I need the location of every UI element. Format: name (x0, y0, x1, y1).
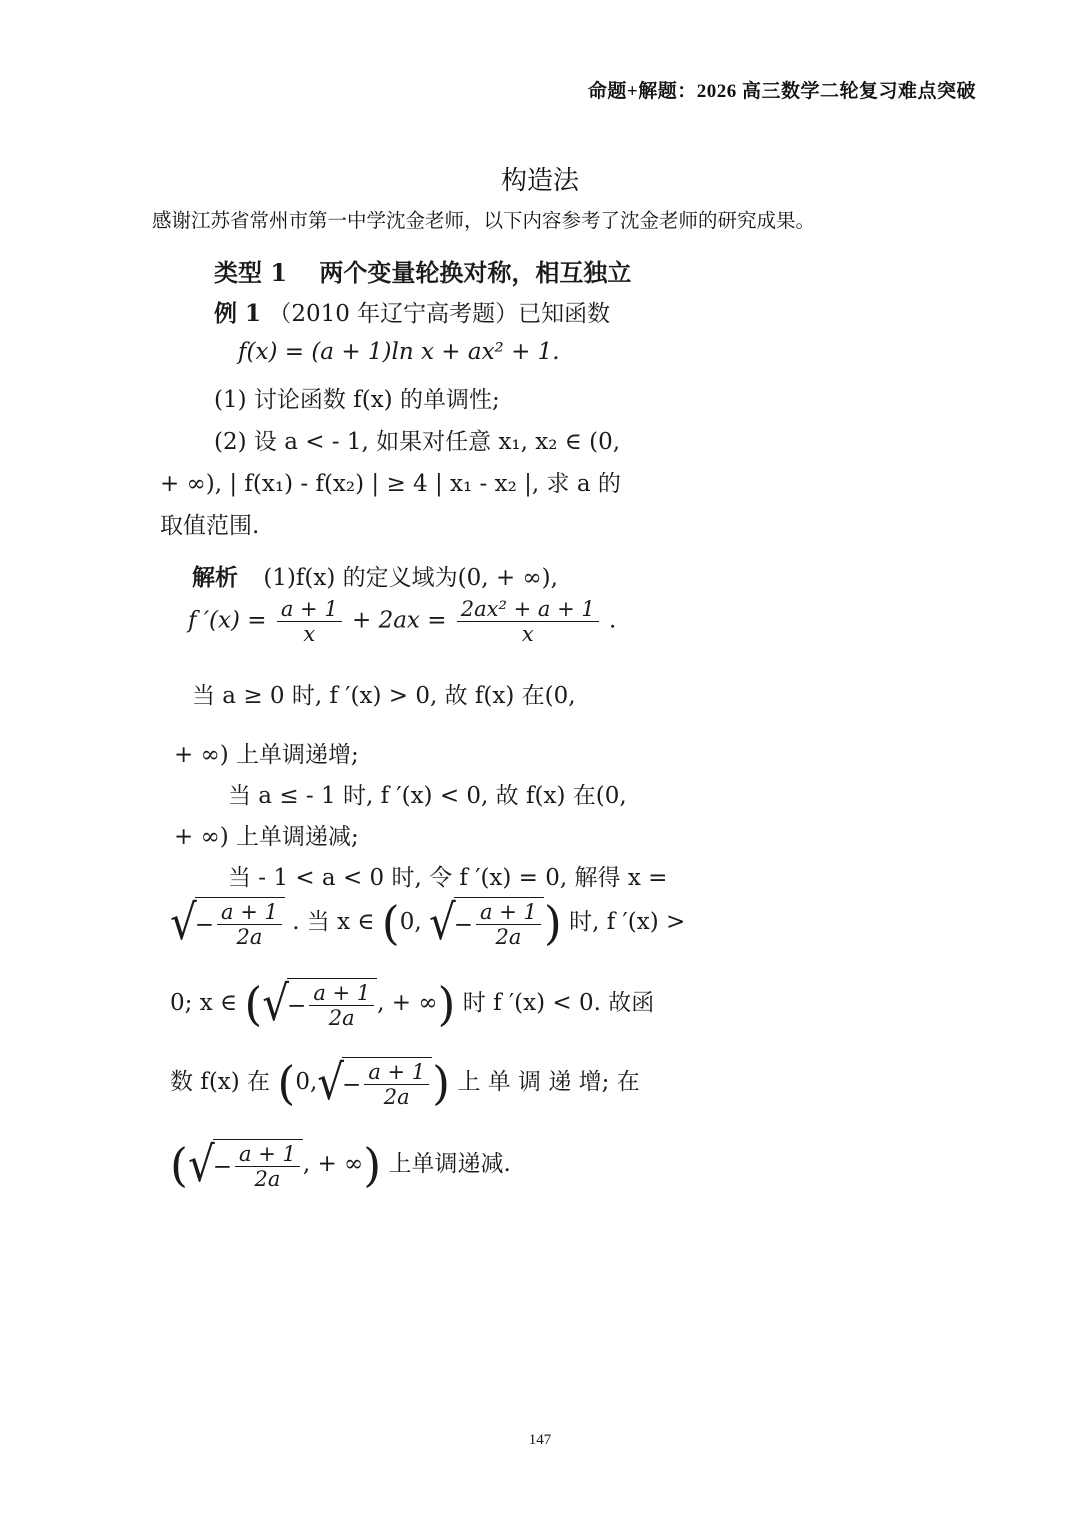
fraction-numerator: a + 1 (277, 597, 342, 622)
example-source: （2010 年辽宁高考题）已知函数 (268, 301, 611, 327)
left-paren-icon: ( (277, 1056, 296, 1111)
example-label: 例 1 (214, 300, 262, 327)
derivative-middle: + 2ax = (352, 607, 447, 634)
domain-statement: (1)f(x) 的定义域为(0, + ∞), (263, 565, 558, 591)
root-fraction (364, 1060, 429, 1109)
root-expression (428, 894, 544, 951)
case-3-text: . 当 x ∈ (292, 909, 375, 936)
fraction-numerator: a + 1 (235, 1142, 300, 1167)
question-1: (1) 讨论函数 f(x) 的单调性; (214, 387, 500, 413)
radical-sign-icon: √ (187, 1136, 215, 1193)
derivative-fraction-2 (457, 597, 599, 646)
fraction-denominator: x (521, 622, 534, 647)
case-3-line-4 (170, 1054, 640, 1111)
case-2-line-2: + ∞) 上单调递减; (174, 824, 359, 850)
radical-sign-icon: √ (262, 975, 290, 1032)
case-3-line-1: 当 - 1 < a < 0 时, 令 f ′(x) = 0, 解得 x = (228, 865, 668, 891)
right-paren-icon: ) (543, 896, 562, 951)
case-3-line-5 (170, 1136, 511, 1193)
root-minus: − (287, 992, 307, 1019)
left-paren-icon: ( (244, 977, 263, 1032)
case-3-text: 0; x ∈ (170, 990, 238, 1017)
root-minus: − (194, 911, 215, 938)
derivative-end: . (609, 607, 617, 634)
running-header: 命题+解题：2026 高三数学二轮复习难点突破 (587, 81, 976, 102)
question-2-line-3: 取值范围. (160, 513, 260, 539)
solution-label: 解析 (192, 564, 238, 591)
question-2-line-2: + ∞), | f(x₁) - f(x₂) | ≥ 4 | x₁ - x₂ |, 求 a 的 (160, 471, 621, 497)
case-3-text: 数 f(x) 在 (170, 1069, 271, 1096)
case-2-line-1: 当 a ≤ - 1 时, f ′(x) < 0, 故 f(x) 在(0, (228, 783, 627, 809)
case-3-text: 时 f ′(x) < 0. 故函 (462, 990, 655, 1017)
fraction-denominator: 2a (254, 1167, 281, 1192)
case-3-line-2 (170, 894, 686, 951)
fraction-denominator: 2a (236, 925, 263, 950)
interval-start: 0, (295, 1069, 318, 1096)
question-2-line-1: (2) 设 a < - 1, 如果对任意 x₁, x₂ ∈ (0, (214, 429, 621, 455)
interval-start: 0, (399, 909, 422, 936)
right-paren-icon: ) (437, 977, 456, 1032)
root-fraction (217, 900, 282, 949)
page-number: 147 (528, 1432, 552, 1448)
root-minus: − (342, 1071, 362, 1098)
root-fraction (235, 1142, 300, 1191)
root-minus: − (453, 911, 474, 938)
fraction-numerator: a + 1 (309, 981, 374, 1006)
radical-sign-icon: √ (317, 1054, 345, 1111)
case-1-line-1: 当 a ≥ 0 时, f ′(x) > 0, 故 f(x) 在(0, (192, 683, 576, 709)
fraction-numerator: a + 1 (217, 900, 282, 925)
case-3-text: 上 单 调 递 增; 在 (457, 1069, 640, 1096)
radical-sign-icon: √ (170, 894, 197, 951)
function-definition: f(x) = (a + 1)ln x + ax² + 1. (238, 339, 560, 365)
case-3-text: 时, f ′(x) > (569, 909, 686, 936)
fraction-denominator: x (303, 622, 316, 647)
page-title: 构造法 (500, 166, 579, 196)
right-paren-icon: ) (363, 1138, 382, 1193)
case-1-line-2: + ∞) 上单调递增; (174, 742, 359, 768)
derivative-fraction-1 (277, 597, 342, 646)
root-fraction (476, 900, 541, 949)
interval-end: , + ∞ (377, 990, 438, 1017)
fraction-numerator: a + 1 (476, 900, 541, 925)
fraction-denominator: 2a (383, 1085, 410, 1110)
case-3-line-3 (170, 975, 655, 1032)
left-paren-icon: ( (381, 896, 400, 951)
derivative-lhs: f ′(x) = (188, 607, 267, 634)
fraction-denominator: 2a (495, 925, 522, 950)
interval-end: , + ∞ (302, 1151, 364, 1178)
root-expression (187, 1136, 303, 1193)
intro-text: 感谢江苏省常州市第一中学沈金老师，以下内容参考了沈金老师的研究成果。 (152, 209, 816, 232)
fraction-denominator: 2a (328, 1006, 355, 1031)
derivative-line (188, 597, 616, 646)
left-paren-icon: ( (170, 1138, 188, 1193)
fraction-numerator: a + 1 (364, 1060, 429, 1085)
root-expression (170, 894, 285, 951)
root-fraction (309, 981, 374, 1030)
type-heading: 类型 1 两个变量轮换对称，相互独立 (214, 258, 632, 287)
right-paren-icon: ) (432, 1056, 451, 1111)
root-minus: − (212, 1153, 232, 1180)
root-expression (317, 1054, 432, 1111)
radical-sign-icon: √ (428, 894, 456, 951)
fraction-numerator: 2ax² + a + 1 (457, 597, 599, 622)
example-line (214, 295, 610, 328)
root-expression (262, 975, 377, 1032)
solution-line-1 (192, 559, 558, 592)
case-3-text: 上单调递减. (388, 1151, 511, 1178)
